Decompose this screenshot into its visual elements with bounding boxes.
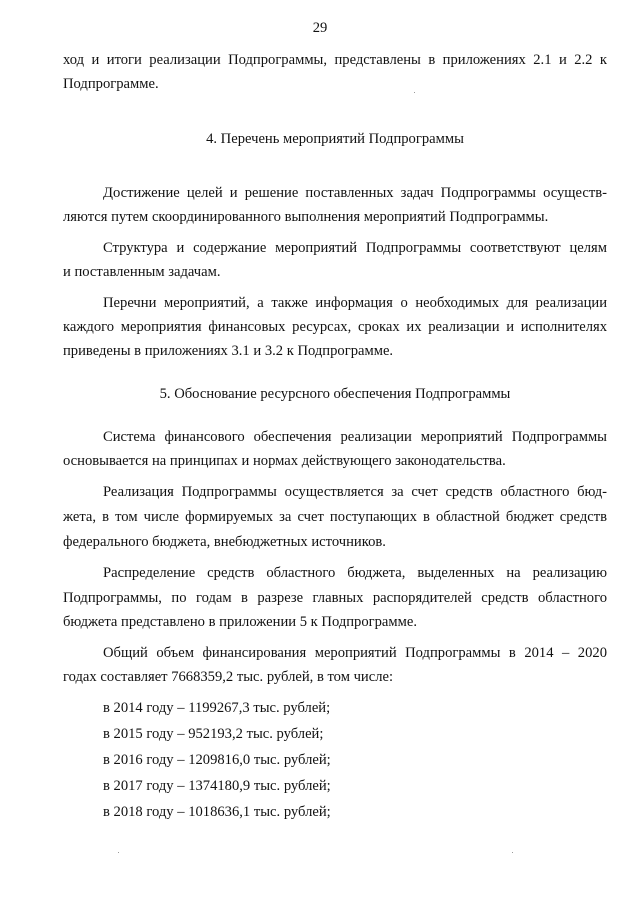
s4-p2-line-2: и поставленным задачам.	[63, 264, 221, 280]
s4-p1-line-1: Достижение целей и решение поставленных задач Подпрограммы осуществ-	[103, 185, 607, 201]
s4-p1-line-2: ляются путем скоординированного выполнения мероприятий Подпрограммы.	[63, 209, 549, 225]
s5-p4-line-2: годах составляет 7668359,2 тыс. рублей, в том числе:	[63, 669, 394, 685]
scan-speck	[118, 852, 119, 853]
s5-p1-line-1: Система финансового обеспечения реализации мероприятий Подпрограммы	[103, 429, 607, 445]
s5-p2-line-2: жета, в том числе формируемых за счет поступающих в областной бюджет средств	[63, 509, 607, 525]
page-number: 29	[312, 20, 328, 36]
s5-p2-line-1: Реализация Подпрограммы осуществляется за счет средств областного бюд-	[103, 484, 607, 500]
funding-item-2018: в 2018 году – 1018636,1 тыс. рублей;	[103, 804, 331, 820]
scan-speck	[512, 852, 513, 853]
s4-p3-line-3: приведены в приложениях 3.1 и 3.2 к Подпрограмме.	[63, 343, 394, 359]
s5-p3-line-3: бюджета представлено в приложении 5 к Подпрограмме.	[63, 614, 418, 630]
s4-p2-line-1: Структура и содержание мероприятий Подпрограммы соответствуют целям	[103, 240, 607, 256]
s4-p3-line-1: Перечни мероприятий, а также информация о необходимых для реализации	[103, 295, 607, 311]
scan-speck	[414, 92, 415, 93]
funding-item-2015: в 2015 году – 952193,2 тыс. рублей;	[103, 726, 324, 742]
s5-p1-line-2: основывается на принципах и нормах действующего законодательства.	[63, 453, 506, 469]
intro-line-1: ход и итоги реализации Подпрограммы, представлены в приложениях 2.1 и 2.2 к	[63, 52, 607, 68]
s5-p3-line-2: Подпрограммы, по годам в разрезе главных распорядителей средств областного	[63, 590, 607, 606]
funding-item-2017: в 2017 году – 1374180,9 тыс. рублей;	[103, 778, 331, 794]
section-5-heading: 5. Обоснование ресурсного обеспечения Подпрограммы	[159, 386, 511, 402]
s4-p3-line-2: каждого мероприятия финансовых ресурсах, сроках их реализации и исполнителях	[63, 319, 607, 335]
section-4-heading: 4. Перечень мероприятий Подпрограммы	[206, 131, 464, 147]
funding-item-2014: в 2014 году – 1199267,3 тыс. рублей;	[103, 700, 331, 716]
s5-p3-line-1: Распределение средств областного бюджета, выделенных на реализацию	[103, 565, 607, 581]
intro-line-2: Подпрограмме.	[63, 76, 159, 92]
s5-p4-line-1: Общий объем финансирования мероприятий Подпрограммы в 2014 – 2020	[103, 645, 607, 661]
funding-item-2016: в 2016 году – 1209816,0 тыс. рублей;	[103, 752, 331, 768]
s5-p2-line-3: федерального бюджета, внебюджетных источников.	[63, 534, 386, 550]
